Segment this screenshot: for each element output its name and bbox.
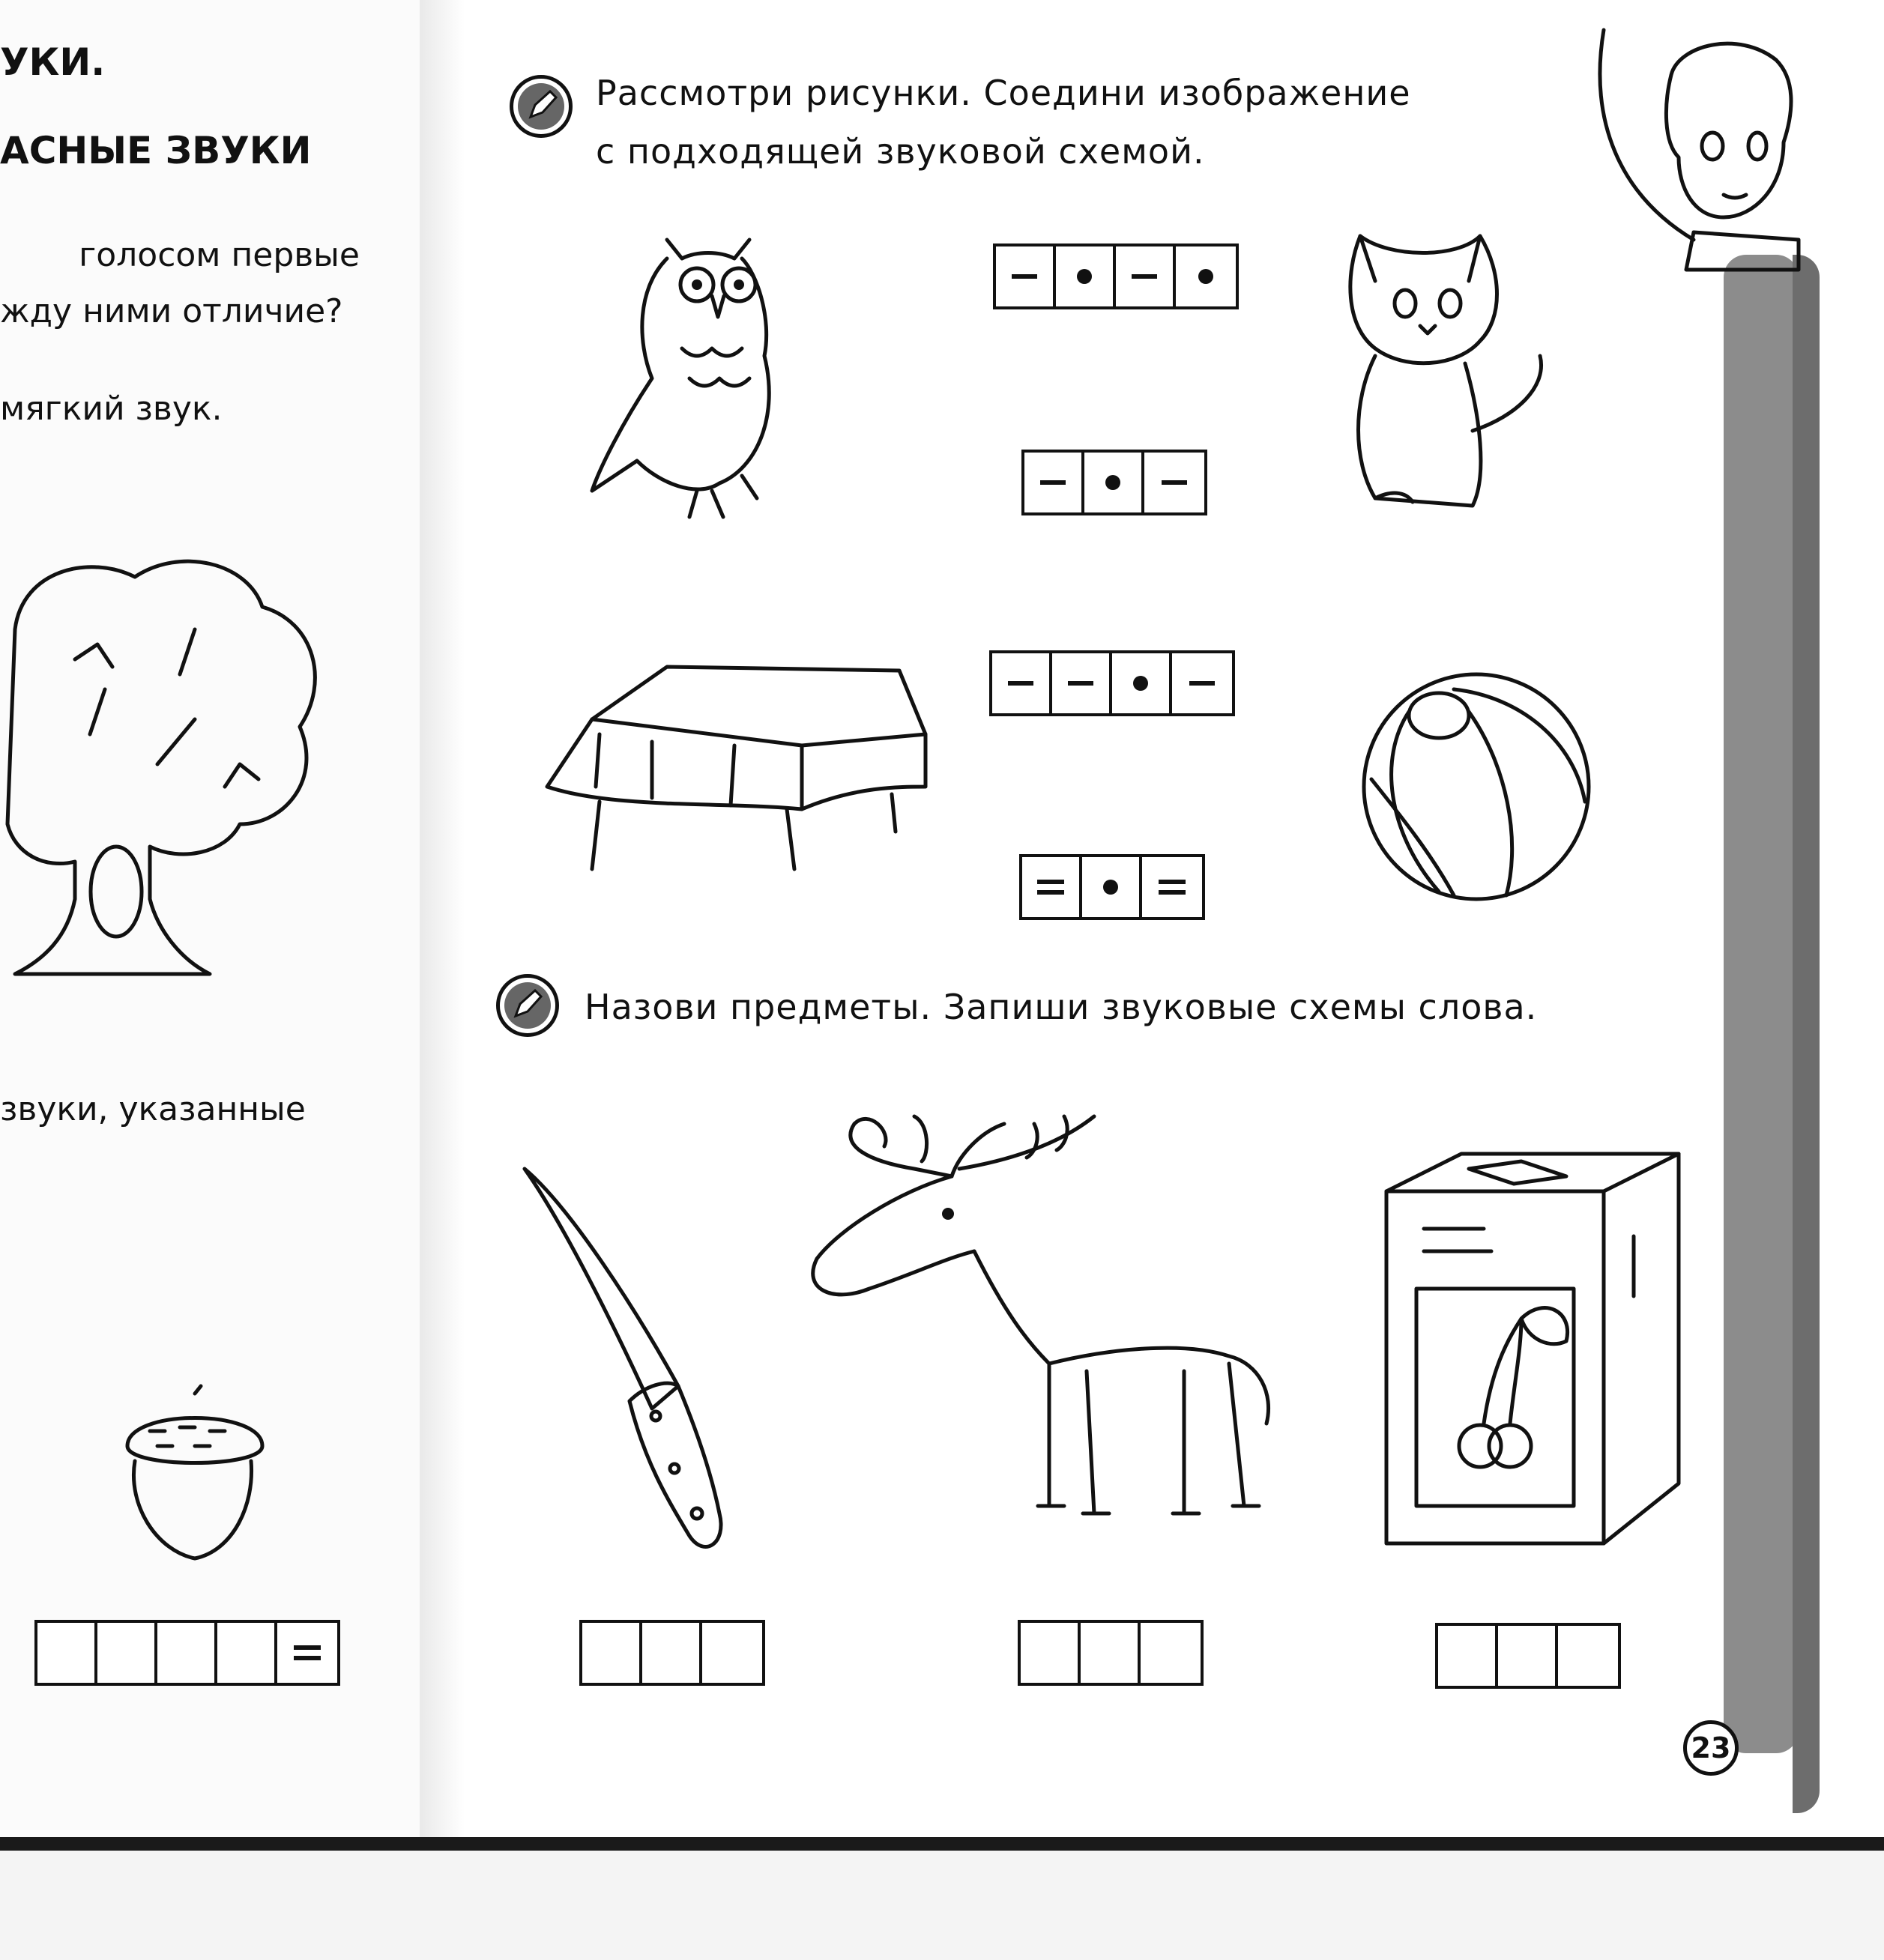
scheme-cell	[1176, 246, 1236, 306]
scheme-option-4[interactable]	[1019, 854, 1205, 920]
answer-cell[interactable]	[1021, 1623, 1081, 1683]
scheme-cell	[996, 246, 1056, 306]
vowel-mark	[1103, 880, 1118, 895]
moose-picture[interactable]	[809, 1101, 1289, 1558]
vowel-mark	[1198, 269, 1213, 284]
pen-icon	[510, 987, 544, 1022]
left-text-line1: голосом первые	[79, 236, 360, 274]
left-text-line2: жду ними отличие?	[0, 292, 343, 330]
answer-cell[interactable]	[642, 1623, 702, 1683]
scheme-cell[interactable]	[157, 1623, 217, 1683]
scheme-cell	[1022, 857, 1082, 917]
consonant-mark	[1012, 274, 1037, 279]
scheme-option-3[interactable]	[989, 650, 1235, 716]
consonant-mark	[1162, 480, 1187, 485]
left-text-line4: звуки, указанные	[0, 1090, 306, 1128]
answer-cell[interactable]	[1438, 1626, 1498, 1686]
consonant-mark	[1132, 274, 1157, 279]
kitten-picture[interactable]	[1330, 221, 1555, 521]
tree-illustration	[0, 539, 345, 989]
hard-consonant-mark	[1037, 880, 1064, 895]
page-bottom-edge	[0, 1837, 1884, 1851]
book-spine	[420, 0, 465, 1851]
answer-cell[interactable]	[1558, 1626, 1618, 1686]
answer-cell[interactable]	[702, 1623, 762, 1683]
scan-background	[0, 1851, 1884, 1960]
hard-consonant-mark	[294, 1645, 321, 1660]
pencil-icon	[525, 88, 559, 123]
acorn-illustration	[112, 1386, 285, 1566]
consonant-mark	[1040, 480, 1066, 485]
vowel-mark	[1105, 475, 1120, 490]
consonant-mark	[1189, 681, 1215, 686]
scheme-option-2[interactable]	[1021, 450, 1207, 515]
scheme-option-1[interactable]	[993, 244, 1239, 309]
ball-picture[interactable]	[1356, 667, 1596, 907]
scheme-cell	[1084, 453, 1144, 512]
knife-picture[interactable]	[517, 1161, 742, 1558]
scheme-cell	[1142, 857, 1202, 917]
knife-answer-scheme[interactable]	[579, 1620, 765, 1686]
vowel-mark	[1133, 676, 1148, 691]
consonant-mark	[1008, 681, 1033, 686]
task2-text: Назови предметы. Запиши звуковые схемы слова.	[585, 987, 1538, 1027]
scheme-cell	[1056, 246, 1116, 306]
task1-text-line1: Рассмотри рисунки. Соедини изображение	[596, 73, 1411, 113]
scheme-cell	[1172, 653, 1232, 713]
scheme-cell	[992, 653, 1052, 713]
consonant-mark	[1068, 681, 1093, 686]
scheme-cell[interactable]	[37, 1623, 97, 1683]
scheme-cell[interactable]	[277, 1623, 337, 1683]
scheme-cell	[1112, 653, 1172, 713]
left-heading-line1: УКИ.	[0, 40, 106, 84]
scheme-cell	[1052, 653, 1112, 713]
appliance-picture[interactable]	[1379, 1146, 1686, 1558]
scheme-cell	[1144, 453, 1204, 512]
scheme-cell[interactable]	[97, 1623, 157, 1683]
scheme-cell	[1024, 453, 1084, 512]
scheme-cell	[1116, 246, 1176, 306]
left-sound-scheme[interactable]	[34, 1620, 340, 1686]
page-number: 23	[1683, 1720, 1739, 1776]
boy-character-illustration	[1559, 15, 1814, 285]
hard-consonant-mark	[1159, 880, 1186, 895]
moose-answer-scheme[interactable]	[1018, 1620, 1204, 1686]
answer-cell[interactable]	[582, 1623, 642, 1683]
task1-text-line2: с подходящей звуковой схемой.	[596, 131, 1205, 172]
page-edge-band	[1724, 255, 1799, 1753]
answer-cell[interactable]	[1498, 1626, 1558, 1686]
appliance-answer-scheme[interactable]	[1435, 1623, 1621, 1689]
scheme-cell	[1082, 857, 1142, 917]
answer-cell[interactable]	[1081, 1623, 1141, 1683]
page-edge-band-shadow	[1793, 255, 1820, 1813]
left-heading-line2: АСНЫЕ ЗВУКИ	[0, 129, 312, 172]
scheme-cell[interactable]	[217, 1623, 277, 1683]
answer-cell[interactable]	[1141, 1623, 1201, 1683]
table-picture[interactable]	[540, 659, 929, 877]
left-text-line3: мягкий звук.	[0, 390, 223, 428]
vowel-mark	[1077, 269, 1092, 284]
owl-picture[interactable]	[592, 229, 802, 521]
